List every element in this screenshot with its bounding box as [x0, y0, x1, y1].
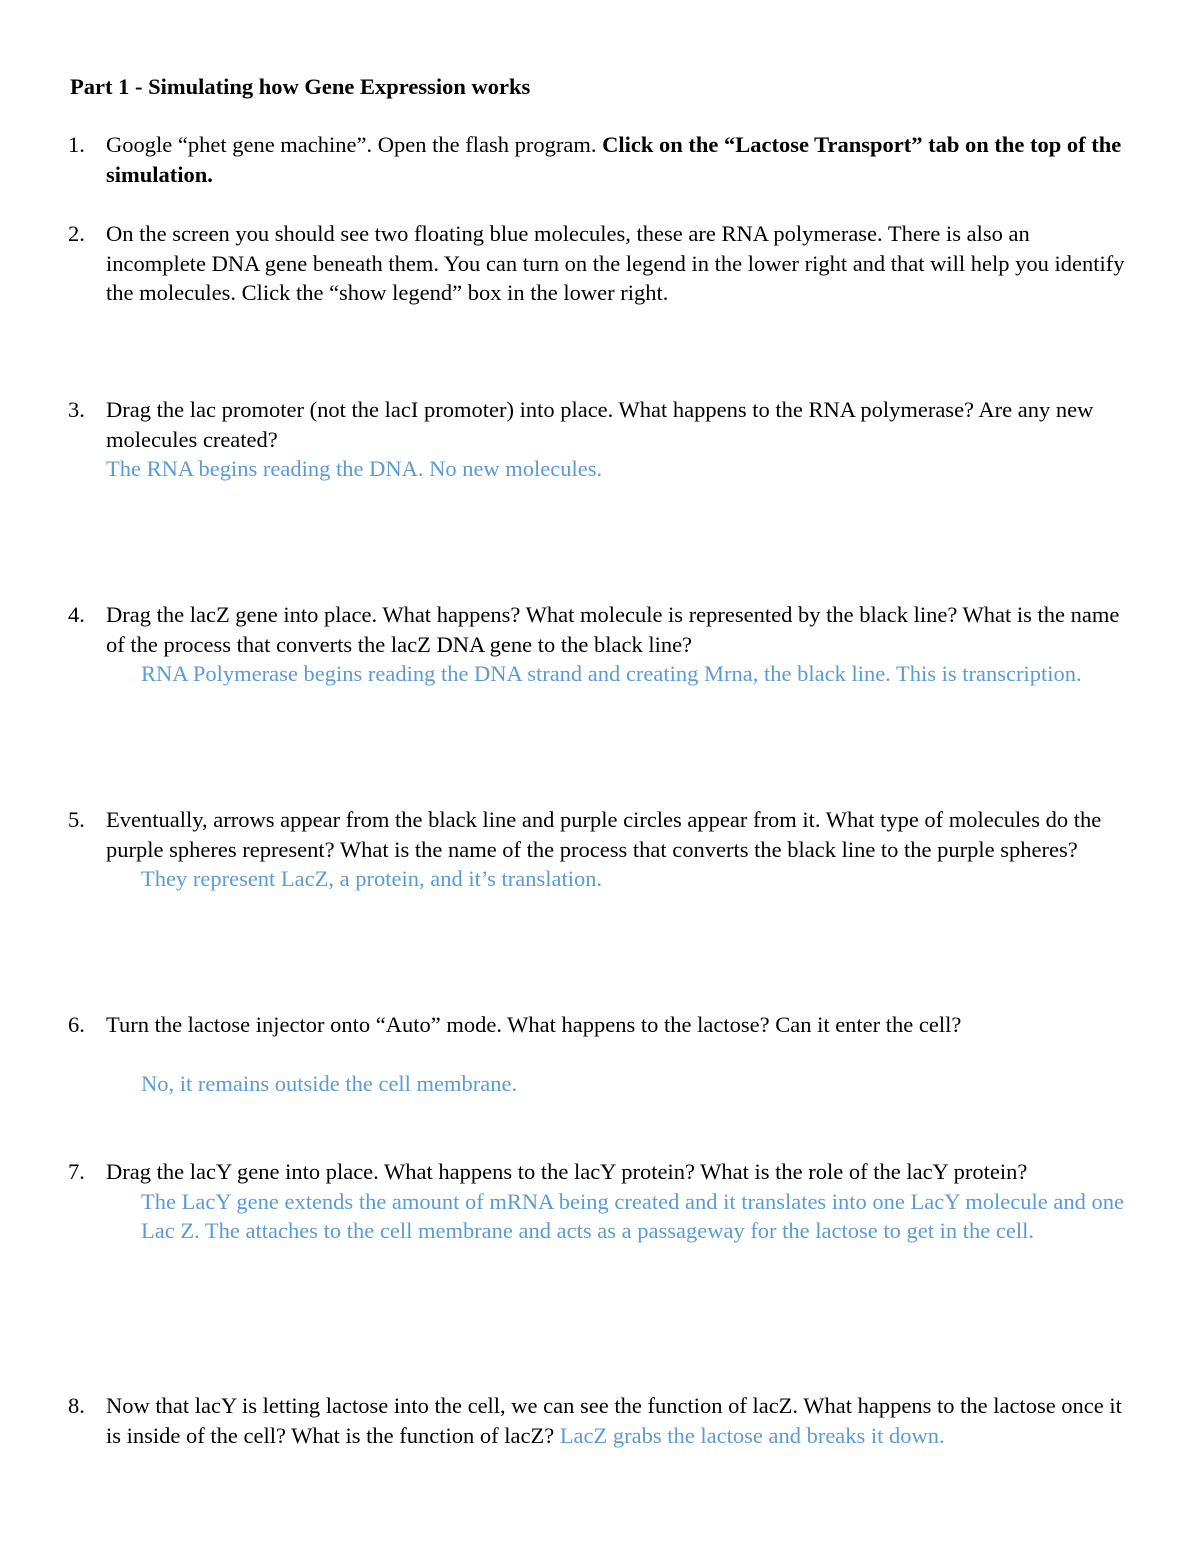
- answer-text: No, it remains outside the cell membrane.: [141, 1071, 518, 1096]
- question-6-answer: [68, 1069, 1133, 1099]
- question-number: 2.: [68, 221, 85, 246]
- question-1: [68, 130, 1133, 189]
- question-text: Drag the lac promoter (not the lacI promoter) into place. What happens to the RNA polymerase? Are any new molecules created?: [106, 397, 1094, 452]
- answer-text: LacZ grabs the lactose and breaks it down.: [559, 1422, 945, 1448]
- question-text: Eventually, arrows appear from the black line and purple circles appear from it. What type of molecules do the purple spheres represent? What is the name of the process that converts the black line to the purple spheres?: [106, 807, 1102, 862]
- question-bold-text: Click on the “Lactose Transport” tab on the top of the simulation.: [106, 132, 1122, 187]
- question-number: 8.: [68, 1393, 85, 1418]
- question-text: Now that lacY is letting lactose into the cell, we can see the function of lacZ. What happens to the lactose once it is inside of the cell? What is the function of lacZ?: [106, 1393, 1122, 1448]
- question-number: 4.: [68, 602, 85, 627]
- question-6: [68, 1010, 1133, 1040]
- question-8: [68, 1391, 1133, 1450]
- question-text: Google “phet gene machine”. Open the flash program.: [106, 132, 603, 157]
- answer-text: The RNA begins reading the DNA. No new molecules.: [106, 456, 603, 481]
- question-number: 5.: [68, 807, 85, 832]
- question-number: 7.: [68, 1159, 85, 1184]
- question-text: Drag the lacY gene into place. What happens to the lacY protein? What is the role of the lacY protein?: [106, 1159, 1028, 1184]
- question-text: On the screen you should see two floating blue molecules, these are RNA polymerase. There is also an incomplete DNA gene beneath them. You can turn on the legend in the lower right and that will help you identify the molecules. Click the “show legend” box in the lower right.: [106, 221, 1125, 305]
- answer-text: They represent LacZ, a protein, and it’s translation.: [141, 866, 603, 891]
- answer-text: RNA Polymerase begins reading the DNA strand and creating Mrna, the black line. This is transcription.: [141, 661, 1082, 686]
- question-number: 6.: [68, 1012, 85, 1037]
- question-5: [68, 805, 1133, 894]
- question-text: Turn the lactose injector onto “Auto” mode. What happens to the lactose? Can it enter the cell?: [106, 1012, 962, 1037]
- question-4: [68, 600, 1133, 689]
- question-7: [68, 1157, 1133, 1246]
- section-heading: Part 1 - Simulating how Gene Expression works: [70, 74, 531, 99]
- question-text: Drag the lacZ gene into place. What happens? What molecule is represented by the black line? What is the name of the process that converts the lacZ DNA gene to the black line?: [106, 602, 1120, 657]
- question-number: 3.: [68, 397, 85, 422]
- question-number: 1.: [68, 132, 85, 157]
- question-3: [68, 395, 1133, 484]
- answer-text: The LacY gene extends the amount of mRNA being created and it translates into one LacY molecule and one Lac Z. The attaches to the cell membrane and acts as a passageway for the lactose to get in the cell.: [141, 1188, 1124, 1243]
- question-2: [68, 219, 1133, 308]
